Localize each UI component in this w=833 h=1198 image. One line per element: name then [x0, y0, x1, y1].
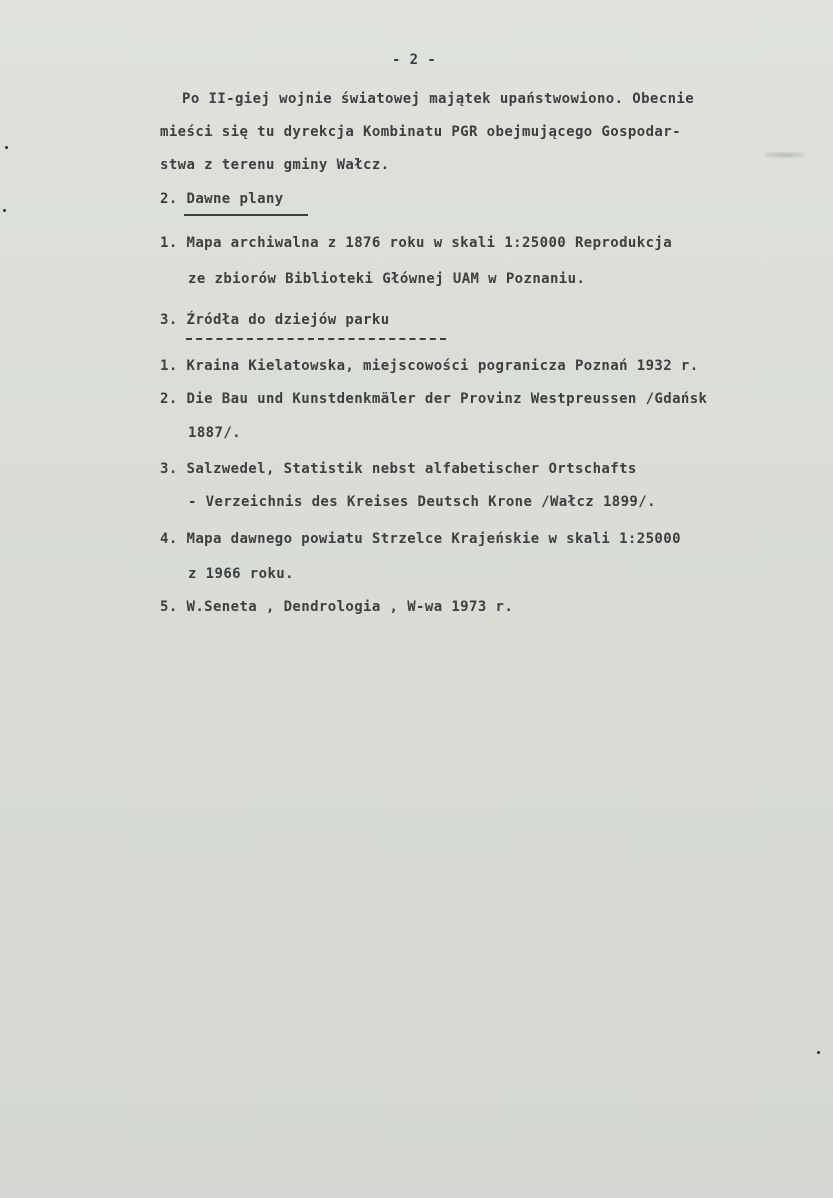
intro-line-1: Po II-giej wojnie światowej majątek upaństwowiono. Obecnie: [182, 91, 695, 107]
margin-mark: [5, 146, 8, 149]
section-3-item-5: 5. W.Seneta , Dendrologia , W-wa 1973 r.: [160, 599, 514, 615]
section-2-item-1-line-2: ze zbiorów Biblioteki Głównej UAM w Poznaniu.: [188, 271, 586, 287]
section-3-item-4-line-2: z 1966 roku.: [188, 566, 294, 582]
page-number: - 2 -: [392, 52, 437, 68]
ink-smudge: [765, 152, 805, 158]
section-2-heading: 2. Dawne plany: [160, 191, 284, 207]
section-2-heading-underline: [184, 214, 308, 216]
intro-line-3: stwa z terenu gminy Wałcz.: [160, 157, 390, 173]
margin-mark: [3, 209, 6, 212]
intro-line-2: mieści się tu dyrekcja Kombinatu PGR obejmującego Gospodar-: [160, 124, 681, 140]
section-3-item-4-line-1: 4. Mapa dawnego powiatu Strzelce Krajeńskie w skali 1:25000: [160, 531, 681, 547]
section-3-item-3-line-1: 3. Salzwedel, Statistik nebst alfabetischer Ortschafts: [160, 461, 637, 477]
section-3-item-2-line-2: 1887/.: [188, 425, 241, 441]
section-3-item-2-line-1: 2. Die Bau und Kunstdenkmäler der Provinz Westpreussen /Gdańsk: [160, 391, 708, 407]
section-3-heading-underline: [186, 338, 446, 340]
section-3-item-3-line-2: - Verzeichnis des Kreises Deutsch Krone /Wałcz 1899/.: [188, 494, 656, 510]
section-3-item-1: 1. Kraina Kielatowska, miejscowości pogranicza Poznań 1932 r.: [160, 358, 699, 374]
section-2-item-1-line-1: 1. Mapa archiwalna z 1876 roku w skali 1:25000 Reprodukcja: [160, 235, 673, 251]
margin-mark: [817, 1051, 820, 1054]
section-3-heading: 3. Źródła do dziejów parku: [160, 312, 390, 328]
